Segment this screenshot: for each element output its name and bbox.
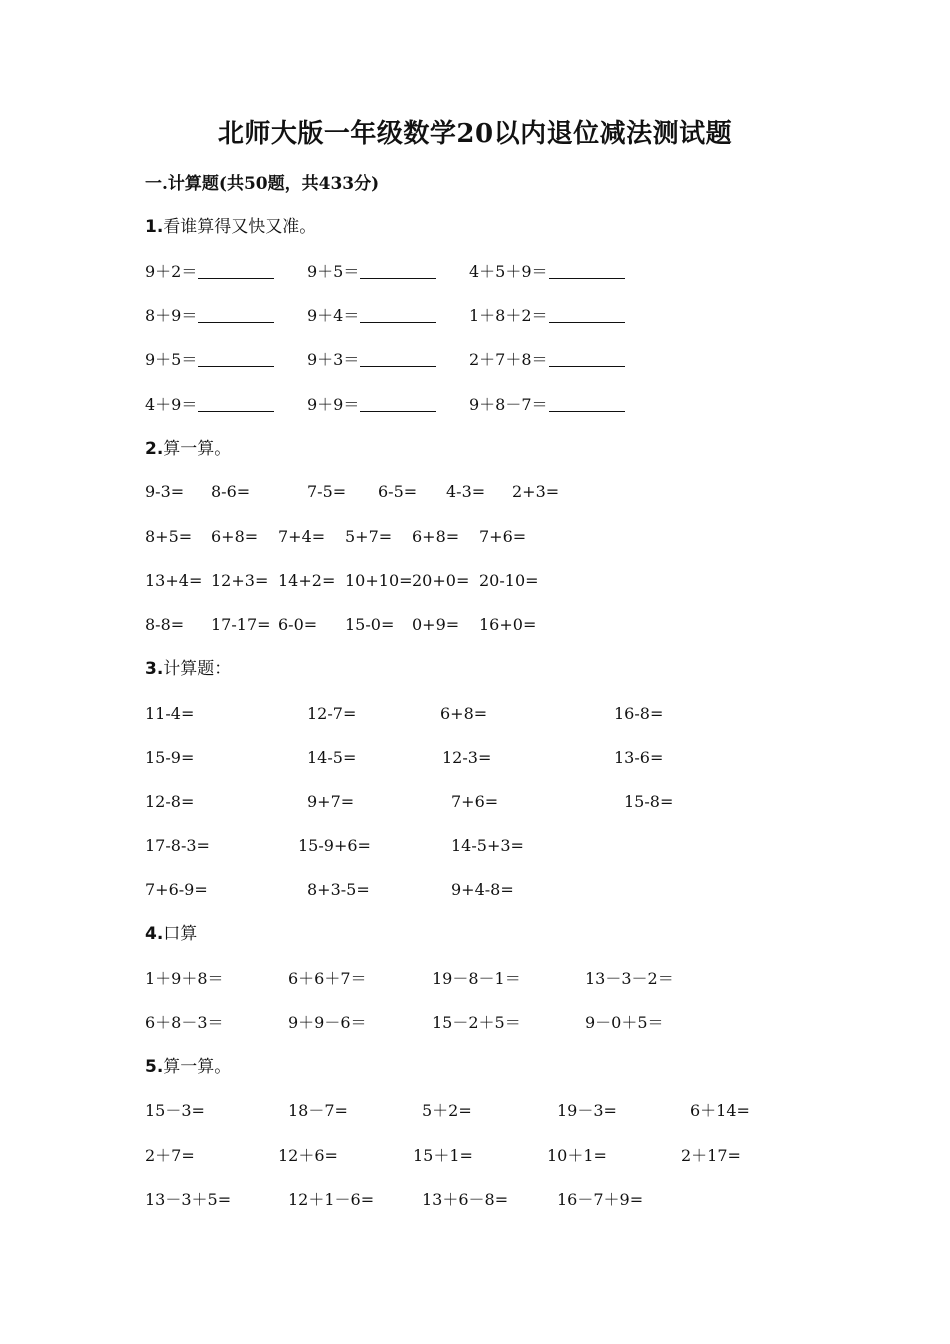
problem: 8-6= [211,482,251,501]
answer-blank[interactable] [549,262,625,279]
question-number: 5. [145,1057,164,1077]
problem: 9＋5＝ [307,259,436,285]
problem: 16-8= [614,704,664,723]
answer-blank[interactable] [198,350,274,367]
question-5-heading [145,1054,231,1080]
section-heading: 一.计算题(共50题，共433分) [145,174,380,194]
question-number: 1. [145,217,164,237]
problem: 9+4-8= [451,880,514,899]
problem: 15-0= [345,615,395,634]
problem: 6-5= [378,482,418,501]
problem: 14+2= [278,571,336,590]
problem: 15－3= [145,1101,205,1120]
problem: 13－3＋5= [145,1190,232,1209]
problem: 16+0= [479,615,537,634]
problem: 9-3= [145,482,185,501]
question-2-heading [145,436,231,462]
problem: 14-5+3= [451,836,524,855]
problem: 4＋9＝ [145,392,274,418]
answer-blank[interactable] [198,262,274,279]
problem: 8＋9＝ [145,303,274,329]
problem: 2＋7= [145,1146,195,1165]
answer-blank[interactable] [549,306,625,323]
problem: 2＋7＋8＝ [469,347,625,373]
problem: 12＋1－6= [288,1190,375,1209]
problem: 12+3= [211,571,269,590]
problem: 2＋17= [681,1146,741,1165]
problem: 18－7= [288,1101,348,1120]
problem: 5＋2= [422,1101,472,1120]
question-title: 算一算。 [163,439,232,459]
problem: 9＋9＝ [307,392,436,418]
problem: 6+8= [440,704,488,723]
problem: 13＋6－8= [422,1190,509,1209]
question-title: 算一算。 [163,1057,232,1077]
problem: 8+5= [145,527,193,546]
problem: 6＋8－3＝ [145,1013,224,1032]
problem: 17-8-3= [145,836,210,855]
answer-blank[interactable] [360,262,436,279]
problem: 1＋9＋8＝ [145,969,224,988]
problem: 12＋6= [278,1146,338,1165]
answer-blank[interactable] [549,395,625,412]
problem: 15-9= [145,748,195,767]
problem: 9+7= [307,792,355,811]
problem: 14-5= [307,748,357,767]
problem: 9＋3＝ [307,347,436,373]
problem: 6+8= [211,527,259,546]
problem: 11-4= [145,704,195,723]
problem: 13-6= [614,748,664,767]
problem: 15-9+6= [298,836,371,855]
problem: 6-0= [278,615,318,634]
problem: 19－8－1＝ [432,969,521,988]
answer-blank[interactable] [360,350,436,367]
problem: 6＋6＋7＝ [288,969,367,988]
problem: 16－7＋9= [557,1190,644,1209]
problem: 15-8= [624,792,674,811]
problem: 8-8= [145,615,185,634]
page-title: 北师大版一年级数学20以内退位减法测试题 [217,119,733,149]
problem: 20+0= [412,571,470,590]
problem: 9＋5＝ [145,347,274,373]
problem: 0+9= [412,615,460,634]
question-number: 2. [145,439,164,459]
problem: 17-17= [211,615,271,634]
question-4-heading [145,921,197,947]
problem: 12-8= [145,792,195,811]
problem: 4＋5＋9＝ [469,259,625,285]
problem: 9＋2＝ [145,259,274,285]
problem: 10+10= [345,571,413,590]
question-title: 看谁算得又快又准。 [163,217,317,237]
problem: 7+6= [451,792,499,811]
question-number: 3. [145,659,164,679]
question-number: 4. [145,924,164,944]
problem: 9＋9－6＝ [288,1013,367,1032]
question-3-heading [145,656,231,682]
problem: 4-3= [446,482,486,501]
problem: 13+4= [145,571,203,590]
problem: 10＋1= [547,1146,607,1165]
problem: 12-3= [442,748,492,767]
problem: 13－3－2＝ [585,969,674,988]
problem: 7-5= [307,482,347,501]
problem: 2+3= [512,482,560,501]
problem: 12-7= [307,704,357,723]
answer-blank[interactable] [198,306,274,323]
answer-blank[interactable] [360,306,436,323]
problem: 19－3= [557,1101,617,1120]
problem: 5+7= [345,527,393,546]
question-title: 计算题： [163,659,232,679]
problem: 6＋14= [690,1101,750,1120]
problem: 6+8= [412,527,460,546]
question-title: 口算 [163,924,198,944]
problem: 9＋8－7＝ [469,392,625,418]
answer-blank[interactable] [360,395,436,412]
problem: 9－0＋5＝ [585,1013,664,1032]
problem: 7+6-9= [145,880,208,899]
problem: 1＋8＋2＝ [469,303,625,329]
problem: 7+6= [479,527,527,546]
problem: 9＋4＝ [307,303,436,329]
problem: 15＋1= [413,1146,473,1165]
problem: 20-10= [479,571,539,590]
question-1-heading [145,214,316,240]
problem: 7+4= [278,527,326,546]
problem: 15－2＋5＝ [432,1013,521,1032]
answer-blank[interactable] [198,395,274,412]
problem: 8+3-5= [307,880,370,899]
answer-blank[interactable] [549,350,625,367]
